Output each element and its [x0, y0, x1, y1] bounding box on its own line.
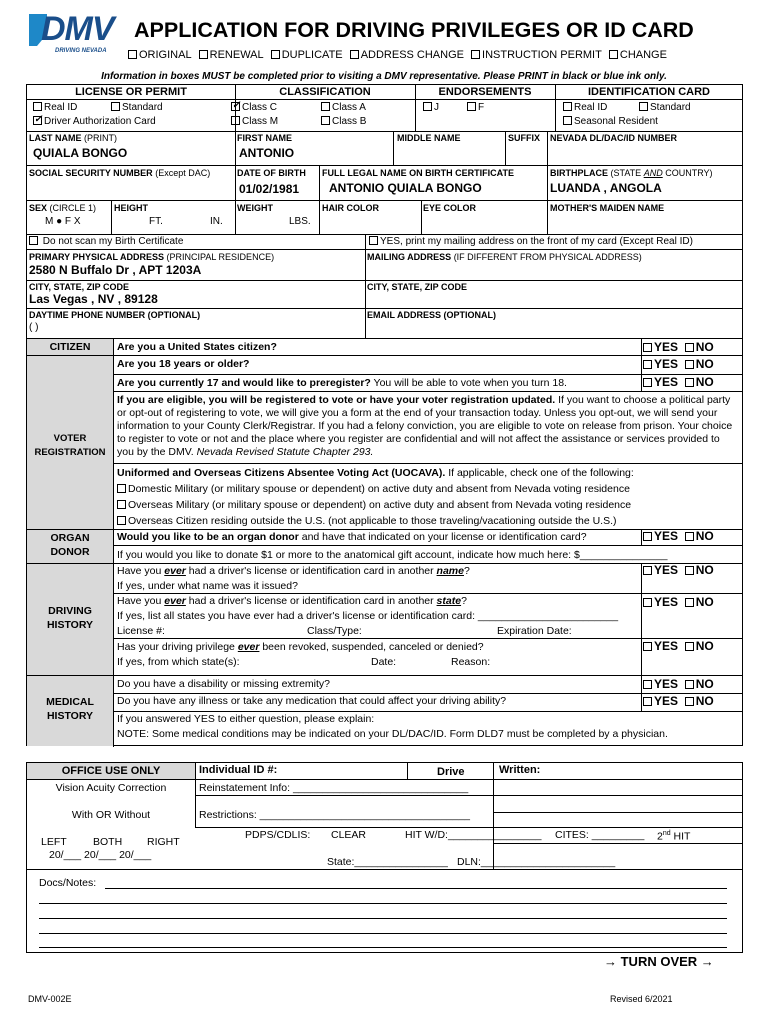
clear-option[interactable]: CLEAR	[331, 829, 367, 841]
question-text: Has your driving privilege	[117, 641, 238, 653]
checkbox-icon	[639, 102, 648, 111]
no-label: NO	[695, 677, 714, 691]
question-text: Are you currently 17 and would like to preregister?	[117, 377, 371, 389]
mailing-address-label	[367, 251, 642, 263]
question-text: been revoked, suspended, canceled or denied?	[259, 641, 484, 653]
class-c-option[interactable]	[231, 102, 277, 114]
no-label: NO	[695, 639, 714, 653]
acuity-values-field[interactable]: 20/___ 20/___ 20/___	[49, 849, 152, 861]
no-label: NO	[695, 340, 714, 354]
license-number-field[interactable]: License #:	[117, 625, 165, 637]
birthplace-field[interactable]: LUANDA , ANGOLA	[550, 181, 662, 195]
checkbox-icon	[685, 642, 694, 651]
option-label: Class B	[332, 116, 367, 127]
label-note: AND	[643, 168, 663, 178]
application-form	[26, 84, 743, 746]
license-dac-option[interactable]	[33, 116, 156, 128]
acuity-left-label: LEFT	[41, 836, 67, 848]
type-change[interactable]	[609, 49, 669, 61]
question-note: You will be able to vote when you turn 18.	[370, 377, 567, 389]
checkbox-icon	[563, 102, 572, 111]
preregister-answer[interactable]	[643, 376, 714, 388]
first-name-label: FIRST NAME	[237, 133, 292, 143]
no-label: NO	[695, 694, 714, 708]
height-label: HEIGHT	[114, 203, 149, 213]
checkbox-icon	[685, 343, 694, 352]
citizen-section-label: CITIZEN	[49, 341, 91, 353]
license-standard-option[interactable]	[111, 102, 163, 114]
no-scan-option[interactable]	[29, 236, 183, 248]
revoked-reason-field[interactable]: Reason:	[451, 656, 491, 668]
heading-text: If applicable, check one of the following:	[445, 467, 634, 479]
voter-registration-notice	[117, 394, 739, 459]
docs-notes-line[interactable]	[39, 903, 727, 904]
section-label-line: VOTER	[53, 433, 87, 444]
endorsements-header: ENDORSEMENTS	[438, 86, 532, 98]
option-label: Domestic Military (or military spouse or dependent) on active duty and absent from Nevada voting residence	[128, 483, 630, 495]
license-header: LICENSE OR PERMIT	[75, 86, 187, 98]
last-name-field[interactable]: QUIALA BONGO	[33, 146, 128, 160]
turn-over-label: → TURN OVER →	[604, 954, 714, 969]
suffix-label: SUFFIX	[508, 133, 541, 143]
yes-label: YES	[654, 357, 679, 371]
checkbox-icon	[685, 566, 694, 575]
organ-donor-answer[interactable]	[643, 530, 714, 542]
city-state-zip-field[interactable]: Las Vegas , NV , 89128	[29, 292, 158, 306]
question-emphasis: ever	[164, 565, 186, 577]
second-hit-suffix: nd	[662, 830, 671, 837]
class-type-field[interactable]: Class/Type:	[307, 625, 362, 637]
checkbox-icon	[643, 598, 652, 607]
checkbox-icon	[643, 566, 652, 575]
checkbox-icon	[563, 116, 572, 125]
donation-field[interactable]: If you would you like to donate $1 or more to the anatomical gift account, indicate how much here: $_______________	[117, 549, 668, 561]
uocava-option-domestic[interactable]	[117, 483, 630, 495]
yes-label: YES	[654, 375, 679, 389]
checkbox-icon	[199, 50, 208, 59]
office-use-box	[26, 762, 743, 953]
yes-label: YES	[654, 595, 679, 609]
acuity-both-label: BOTH	[93, 836, 123, 848]
first-name-field[interactable]: ANTONIO	[239, 146, 295, 160]
dln-field[interactable]: DLN:_______________________	[457, 856, 616, 868]
label-note: (STATE	[610, 168, 644, 178]
label-text: LAST NAME	[29, 133, 82, 143]
sex-label	[29, 202, 96, 214]
revised-date: Revised 6/2021	[610, 994, 673, 1004]
medical-section-label	[27, 696, 113, 722]
age-18-answer[interactable]	[643, 358, 714, 370]
id-card-header: IDENTIFICATION CARD	[587, 86, 710, 98]
endorsement-f-option[interactable]	[467, 102, 484, 114]
ssn-label	[29, 167, 210, 179]
dmv-logo	[27, 10, 127, 56]
email-label: EMAIL ADDRESS (OPTIONAL)	[367, 310, 497, 320]
checkbox-icon	[29, 236, 38, 245]
question-emphasis: ever	[237, 641, 260, 653]
class-b-option[interactable]	[321, 116, 366, 128]
checked-checkbox-icon	[33, 116, 42, 125]
drive-field[interactable]: Drive	[437, 766, 465, 778]
checkbox-icon	[685, 378, 694, 387]
type-original[interactable]	[128, 49, 194, 61]
organ-section-label	[27, 532, 113, 558]
type-label: DUPLICATE	[281, 49, 343, 61]
option-label: YES, print my mailing address on the front of my card (Except Real ID)	[380, 236, 693, 247]
type-label: ADDRESS CHANGE	[360, 49, 464, 61]
checkbox-icon	[321, 116, 330, 125]
label-note: (IF DIFFERENT FROM PHYSICAL ADDRESS)	[453, 252, 642, 262]
option-label: Seasonal Resident	[574, 116, 658, 127]
middle-name-label: MIDDLE NAME	[397, 133, 461, 143]
question-text: ?	[463, 565, 470, 577]
question-emphasis: state	[436, 595, 462, 607]
preregister-question	[117, 377, 567, 389]
option-label: Standard	[650, 102, 691, 113]
other-state-list-field[interactable]: If yes, list all states you have ever had a driver's license or identification card: ________________________	[117, 610, 619, 622]
section-label-line: ORGAN	[50, 532, 90, 544]
type-instruction-permit[interactable]	[471, 49, 604, 61]
checkbox-icon	[609, 50, 618, 59]
other-state-question	[117, 595, 467, 607]
checkbox-icon	[117, 516, 126, 525]
medical-explain-field[interactable]: If you answered YES to either question, please explain:	[117, 713, 375, 725]
other-name-question	[117, 565, 470, 577]
checkbox-icon	[643, 378, 652, 387]
birthplace-label	[550, 167, 713, 179]
checkbox-icon	[369, 236, 378, 245]
dl-number-label: NEVADA DL/DAC/ID NUMBER	[550, 133, 677, 143]
question-text: and have that indicated on your license or identification card?	[298, 531, 587, 543]
notice-italic: Nevada Revised Statute Chapter 293.	[193, 446, 374, 458]
question-emphasis: ever	[164, 595, 186, 607]
checkbox-icon	[423, 102, 432, 111]
section-label-line: MEDICAL	[46, 696, 94, 708]
form-number: DMV-002E	[28, 994, 72, 1004]
citizen-answer[interactable]	[643, 341, 714, 353]
notice-bold: If you are eligible, you will be registered to vote or have your voter registration updated.	[117, 394, 556, 406]
disability-question: Do you have a disability or missing extremity?	[117, 678, 331, 690]
phone-label: DAYTIME PHONE NUMBER (OPTIONAL)	[29, 310, 201, 320]
reinstatement-field[interactable]: Reinstatement Info: ______________________________	[199, 782, 469, 794]
option-label: Do not scan my Birth Certificate	[42, 236, 184, 247]
classification-header: CLASSIFICATION	[279, 86, 371, 98]
type-address-change[interactable]	[350, 49, 466, 61]
question-text: had a driver's license or identification card in another	[185, 565, 437, 577]
info-line: Information in boxes MUST be completed prior to visiting a DMV representative. Please PRINT in black or blue ink only.	[101, 71, 667, 82]
no-label: NO	[695, 357, 714, 371]
checkbox-icon	[643, 360, 652, 369]
second-hit-option[interactable]	[657, 828, 690, 843]
label-text: MAILING ADDRESS	[367, 252, 452, 262]
label-text: BIRTHPLACE	[550, 168, 608, 178]
restrictions-field[interactable]: Restrictions: ____________________________________	[199, 809, 470, 821]
primary-address-label	[29, 251, 274, 263]
last-name-label	[29, 132, 117, 144]
organ-donor-question	[117, 531, 587, 543]
hit-wd-field[interactable]: HIT W/D:________________	[405, 829, 542, 841]
option-label: F	[478, 102, 485, 113]
second-hit-text: HIT	[670, 830, 691, 843]
option-label: Real ID	[574, 102, 608, 113]
label-text: SOCIAL SECURITY NUMBER	[29, 168, 153, 178]
section-label-line: DRIVING	[48, 605, 92, 617]
no-label: NO	[695, 563, 714, 577]
checkbox-icon	[321, 102, 330, 111]
hair-color-label: HAIR COLOR	[322, 203, 379, 213]
expiration-field[interactable]: Expiration Date:	[497, 625, 572, 637]
dob-label: DATE OF BIRTH	[237, 168, 306, 178]
type-label: CHANGE	[619, 49, 667, 61]
no-label: NO	[695, 529, 714, 543]
label-text: SEX	[29, 203, 48, 213]
checkbox-icon	[643, 532, 652, 541]
other-name-answer[interactable]	[643, 564, 714, 576]
form-title: APPLICATION FOR DRIVING PRIVILEGES OR ID CARD	[134, 18, 694, 42]
uocava-option-overseas-citizen[interactable]	[117, 515, 617, 527]
option-label: Class M	[242, 116, 279, 127]
phone-field[interactable]: ( )	[29, 322, 39, 333]
label-note: (PRINT)	[84, 133, 118, 143]
revoked-question	[117, 641, 484, 653]
revoked-state-field[interactable]: If yes, from which state(s):	[117, 656, 240, 668]
legal-name-field[interactable]: ANTONIO QUIALA BONGO	[329, 181, 482, 195]
docs-notes-label: Docs/Notes:	[39, 877, 97, 889]
dob-field[interactable]: 01/02/1981	[239, 182, 300, 196]
state-field[interactable]: State:________________	[327, 856, 448, 868]
docs-notes-line[interactable]	[39, 933, 727, 934]
mailing-city-state-zip-label: CITY, STATE, ZIP CODE	[367, 282, 468, 292]
option-label: Driver Authorization Card	[44, 116, 156, 127]
label-note: (Except DAC)	[155, 168, 211, 178]
type-duplicate[interactable]	[271, 49, 345, 61]
class-a-option[interactable]	[321, 102, 366, 114]
height-ft-unit: FT.	[149, 216, 163, 227]
second-hit-number: 2	[657, 830, 663, 843]
no-label: NO	[695, 595, 714, 609]
written-field[interactable]: Written:	[499, 764, 541, 776]
city-state-zip-label: CITY, STATE, ZIP CODE	[29, 282, 130, 292]
id-seasonal-option[interactable]	[563, 116, 658, 128]
id-real-id-option[interactable]	[563, 102, 607, 114]
checkbox-icon	[685, 697, 694, 706]
type-label: INSTRUCTION PERMIT	[482, 49, 602, 61]
option-label: Real ID	[44, 102, 78, 113]
maiden-name-label: MOTHER'S MAIDEN NAME	[550, 203, 665, 213]
print-mailing-option[interactable]	[369, 236, 693, 248]
option-label: Class A	[332, 102, 366, 113]
checkbox-icon	[471, 50, 480, 59]
checkbox-icon	[643, 680, 652, 689]
license-real-id-option[interactable]	[33, 102, 77, 114]
checkbox-icon	[33, 102, 42, 111]
question-bold: Would you like to be an organ donor	[117, 531, 299, 543]
type-label: RENEWAL	[209, 49, 264, 61]
other-name-followup[interactable]: If yes, under what name was it issued?	[117, 580, 298, 592]
eye-color-label: EYE COLOR	[423, 203, 477, 213]
checkbox-icon	[467, 102, 476, 111]
application-types	[128, 49, 671, 61]
vision-acuity-label: Vision Acuity Correction	[55, 782, 167, 794]
checkbox-icon	[685, 532, 694, 541]
notice-text: If you want to choose a political party or opt-out of registering to vote, we will give you a form at the end of your transaction today. Unless you opt-out, we will send your information to your County Clerk/Registrar. If you had a felony conviction, you are eligible to vote on release from prison. Your choice to register to vote or not and the place where you register are confidential and will not affect the assistance or services provided to you by the DMV.	[117, 394, 733, 458]
sex-options[interactable]: M ● F X	[45, 216, 81, 227]
checkbox-icon	[643, 642, 652, 651]
voter-section-label	[27, 433, 113, 458]
section-label-line: HISTORY	[46, 619, 94, 631]
checked-checkbox-icon	[231, 102, 240, 111]
option-label: Class C	[242, 102, 278, 113]
checkbox-icon	[643, 697, 652, 706]
legal-name-label: FULL LEGAL NAME ON BIRTH CERTIFICATE	[322, 168, 514, 178]
citizen-question: Are you a United States citizen?	[117, 341, 277, 353]
question-emphasis: name	[436, 565, 464, 577]
class-m-option[interactable]	[231, 116, 278, 128]
question-text: had a driver's license or identification card in another	[185, 595, 437, 607]
weight-unit: LBS.	[289, 216, 311, 227]
option-label: J	[434, 102, 439, 113]
revoked-answer[interactable]	[643, 640, 714, 652]
medical-note: NOTE: Some medical conditions may be indicated on your DL/DAC/ID. Form DLD7 must be completed by a physician.	[117, 728, 668, 740]
label-note: COUNTRY)	[662, 168, 713, 178]
question-text: Have you	[117, 595, 165, 607]
option-label: Overseas Military (or military spouse or dependent) on active duty and absent from Nevada voting residence	[128, 499, 632, 511]
id-standard-option[interactable]	[639, 102, 691, 114]
checkbox-icon	[271, 50, 280, 59]
checkbox-icon	[117, 500, 126, 509]
yes-label: YES	[654, 639, 679, 653]
yes-label: YES	[654, 563, 679, 577]
section-label-line: REGISTRATION	[34, 447, 106, 458]
label-note: (PRINCIPAL RESIDENCE)	[166, 252, 275, 262]
endorsement-j-option[interactable]	[423, 102, 439, 114]
revoked-date-field[interactable]: Date:	[371, 656, 397, 668]
yes-label: YES	[654, 677, 679, 691]
acuity-right-label: RIGHT	[147, 836, 180, 848]
option-label: Overseas Citizen residing outside the U.S. (not applicable to those traveling/vacationing outside the U.S.)	[128, 515, 617, 527]
age-18-question: Are you 18 years or older?	[117, 358, 250, 370]
question-text: Have you	[117, 565, 165, 577]
docs-notes-line[interactable]	[105, 888, 727, 889]
weight-label: WEIGHT	[237, 203, 273, 213]
checkbox-icon	[128, 50, 137, 59]
type-renewal[interactable]	[199, 49, 266, 61]
logo-text: DMV	[41, 10, 114, 48]
no-label: NO	[695, 375, 714, 389]
logo-subtext: DRIVING NEVADA	[55, 48, 107, 54]
cites-field[interactable]: CITES: _________	[555, 829, 645, 841]
checkbox-icon	[643, 343, 652, 352]
label-text: PRIMARY PHYSICAL ADDRESS	[29, 252, 165, 262]
checkbox-icon	[350, 50, 359, 59]
checkbox-icon	[111, 102, 120, 111]
section-label-line: DONOR	[50, 546, 90, 558]
section-label-line: HISTORY	[46, 710, 94, 722]
checkbox-icon	[685, 360, 694, 369]
heading-bold: Uniformed and Overseas Citizens Absentee Voting Act (UOCAVA).	[117, 467, 446, 479]
label-note: (CIRCLE 1)	[49, 203, 97, 213]
docs-notes-line[interactable]	[39, 947, 727, 948]
uocava-heading	[117, 467, 634, 479]
yes-label: YES	[654, 529, 679, 543]
checkbox-icon	[117, 484, 126, 493]
checkbox-icon	[231, 116, 240, 125]
option-label: Standard	[122, 102, 163, 113]
disability-answer[interactable]	[643, 678, 714, 690]
primary-address-field[interactable]: 2580 N Buffalo Dr , APT 1203A	[29, 263, 202, 277]
yes-label: YES	[654, 340, 679, 354]
yes-label: YES	[654, 694, 679, 708]
with-or-without-label: With OR Without	[71, 809, 151, 821]
other-state-answer[interactable]	[643, 596, 714, 608]
medication-answer[interactable]	[643, 695, 714, 707]
checkbox-icon	[685, 598, 694, 607]
docs-notes-line[interactable]	[39, 918, 727, 919]
checkbox-icon	[685, 680, 694, 689]
uocava-option-overseas-military[interactable]	[117, 499, 631, 511]
office-use-header: OFFICE USE ONLY	[61, 765, 161, 777]
height-in-unit: IN.	[210, 216, 223, 227]
medication-question: Do you have any illness or take any medication that could affect your driving ability?	[117, 695, 507, 707]
individual-id-field[interactable]: Individual ID #:	[199, 764, 278, 776]
type-label: ORIGINAL	[139, 49, 192, 61]
question-text: ?	[461, 595, 467, 607]
pdps-label: PDPS/CDLIS:	[245, 829, 311, 841]
driving-section-label	[27, 605, 113, 631]
